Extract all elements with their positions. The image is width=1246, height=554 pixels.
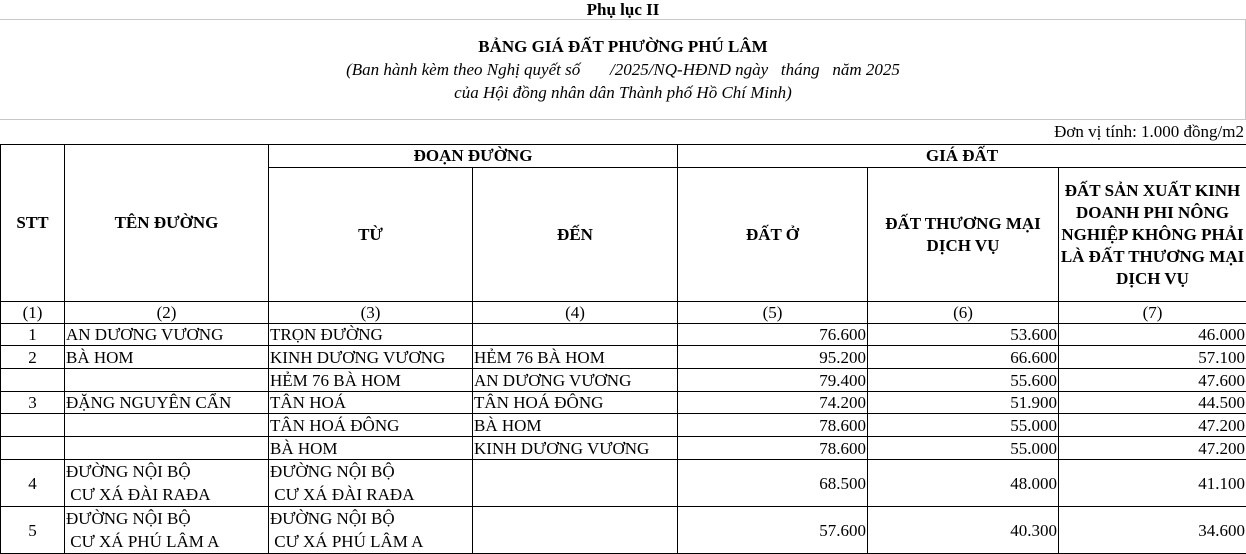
subtitle-line1: (Ban hành kèm theo Nghị quyết số /2025/NQ-HĐND ngày tháng năm 2025 [0, 59, 1246, 81]
divider [0, 119, 1246, 120]
header-tu: TỪ [269, 168, 473, 302]
table-row [1, 460, 1246, 507]
col-number: (7) [1059, 302, 1246, 324]
header-dat-o: ĐẤT Ở [678, 168, 868, 302]
cell-stt: 5 [1, 507, 65, 554]
cell-ten-duong [65, 507, 269, 554]
cell-dat-sxkd: 44.500 [1059, 392, 1246, 414]
cell-den: AN DƯƠNG VƯƠNG [473, 369, 678, 392]
cell-den: HẺM 76 BÀ HOM [473, 346, 678, 369]
cell-tu [269, 460, 473, 507]
cell-dat-tmdv: 55.600 [868, 369, 1059, 392]
col-number: (5) [678, 302, 868, 324]
cell-stt: 1 [1, 324, 65, 346]
cell-tu: BÀ HOM [269, 437, 473, 460]
land-price-table [0, 144, 1246, 554]
cell-dat-tmdv: 66.600 [868, 346, 1059, 369]
header-gia-dat: GIÁ ĐẤT [678, 145, 1246, 168]
subtitle-line2: của Hội đồng nhân dân Thành phố Hồ Chí Minh) [0, 82, 1246, 104]
cell-stt: 4 [1, 460, 65, 507]
cell-stt [1, 414, 65, 437]
cell-dat-sxkd: 57.100 [1059, 346, 1246, 369]
cell-tu: TRỌN ĐƯỜNG [269, 324, 473, 346]
cell-dat-o: 78.600 [678, 414, 868, 437]
cell-stt [1, 437, 65, 460]
cell-dat-o: 95.200 [678, 346, 868, 369]
cell-dat-sxkd: 46.000 [1059, 324, 1246, 346]
page-title: BẢNG GIÁ ĐẤT PHƯỜNG PHÚ LÂM [0, 36, 1246, 58]
cell-den [473, 507, 678, 554]
cell-dat-tmdv: 53.600 [868, 324, 1059, 346]
cell-line: ĐƯỜNG NỘI BỘ [66, 507, 267, 530]
col-number: (1) [1, 302, 65, 324]
cell-dat-sxkd: 41.100 [1059, 460, 1246, 507]
cell-dat-sxkd: 47.200 [1059, 437, 1246, 460]
header-dat-sxkd: ĐẤT SẢN XUẤT KINH DOANH PHI NÔNG NGHIỆP KHÔNG PHẢI LÀ ĐẤT THƯƠNG MẠI DỊCH VỤ [1059, 168, 1246, 302]
cell-line: ĐƯỜNG NỘI BỘ [270, 507, 471, 530]
appendix-label: Phụ lục II [0, 0, 1246, 20]
cell-den: BÀ HOM [473, 414, 678, 437]
cell-den: TÂN HOÁ ĐÔNG [473, 392, 678, 414]
col-number: (4) [473, 302, 678, 324]
table-row [1, 507, 1246, 554]
cell-ten-duong: BÀ HOM [65, 346, 269, 369]
cell-stt [1, 369, 65, 392]
cell-dat-tmdv: 48.000 [868, 460, 1059, 507]
header-ten-duong: TÊN ĐƯỜNG [65, 145, 269, 302]
header-dat-tmdv: ĐẤT THƯƠNG MẠI DỊCH VỤ [868, 168, 1059, 302]
table-row [1, 369, 1246, 392]
cell-dat-o: 79.400 [678, 369, 868, 392]
cell-dat-o: 68.500 [678, 460, 868, 507]
cell-ten-duong: ĐẶNG NGUYÊN CẨN [65, 392, 269, 414]
cell-den: KINH DƯƠNG VƯƠNG [473, 437, 678, 460]
cell-ten-duong [65, 414, 269, 437]
cell-ten-duong [65, 437, 269, 460]
document-header [0, 0, 1246, 145]
cell-dat-o: 57.600 [678, 507, 868, 554]
col-number: (2) [65, 302, 269, 324]
table-row [1, 346, 1246, 369]
cell-dat-o: 78.600 [678, 437, 868, 460]
header-den: ĐẾN [473, 168, 678, 302]
divider [0, 19, 1246, 20]
cell-tu [269, 507, 473, 554]
cell-ten-duong: AN DƯƠNG VƯƠNG [65, 324, 269, 346]
cell-tu: TÂN HOÁ [269, 392, 473, 414]
cell-dat-o: 74.200 [678, 392, 868, 414]
cell-den [473, 460, 678, 507]
cell-stt: 3 [1, 392, 65, 414]
cell-line: ĐƯỜNG NỘI BỘ [66, 460, 267, 483]
cell-line: CƯ XÁ PHÚ LÂM A [66, 530, 267, 553]
cell-dat-sxkd: 47.600 [1059, 369, 1246, 392]
cell-dat-tmdv: 55.000 [868, 437, 1059, 460]
cell-dat-sxkd: 34.600 [1059, 507, 1246, 554]
cell-dat-o: 76.600 [678, 324, 868, 346]
cell-tu: HẺM 76 BÀ HOM [269, 369, 473, 392]
cell-dat-tmdv: 55.000 [868, 414, 1059, 437]
table-row [1, 324, 1246, 346]
cell-line: CƯ XÁ PHÚ LÂM A [270, 530, 471, 553]
header-doan-duong: ĐOẠN ĐƯỜNG [269, 145, 678, 168]
cell-stt: 2 [1, 346, 65, 369]
cell-line: CƯ XÁ ĐÀI RAĐA [270, 483, 471, 506]
col-number: (3) [269, 302, 473, 324]
table-row [1, 414, 1246, 437]
col-number: (6) [868, 302, 1059, 324]
cell-dat-sxkd: 47.200 [1059, 414, 1246, 437]
cell-den [473, 324, 678, 346]
cell-tu: KINH DƯƠNG VƯƠNG [269, 346, 473, 369]
cell-ten-duong [65, 460, 269, 507]
cell-line: CƯ XÁ ĐÀI RAĐA [66, 483, 267, 506]
table-row [1, 392, 1246, 414]
cell-dat-tmdv: 51.900 [868, 392, 1059, 414]
table-row [1, 437, 1246, 460]
cell-ten-duong [65, 369, 269, 392]
cell-tu: TÂN HOÁ ĐÔNG [269, 414, 473, 437]
cell-line: ĐƯỜNG NỘI BỘ [270, 460, 471, 483]
unit-label: Đơn vị tính: 1.000 đồng/m2 [1054, 122, 1244, 142]
cell-dat-tmdv: 40.300 [868, 507, 1059, 554]
header-stt: STT [1, 145, 65, 302]
